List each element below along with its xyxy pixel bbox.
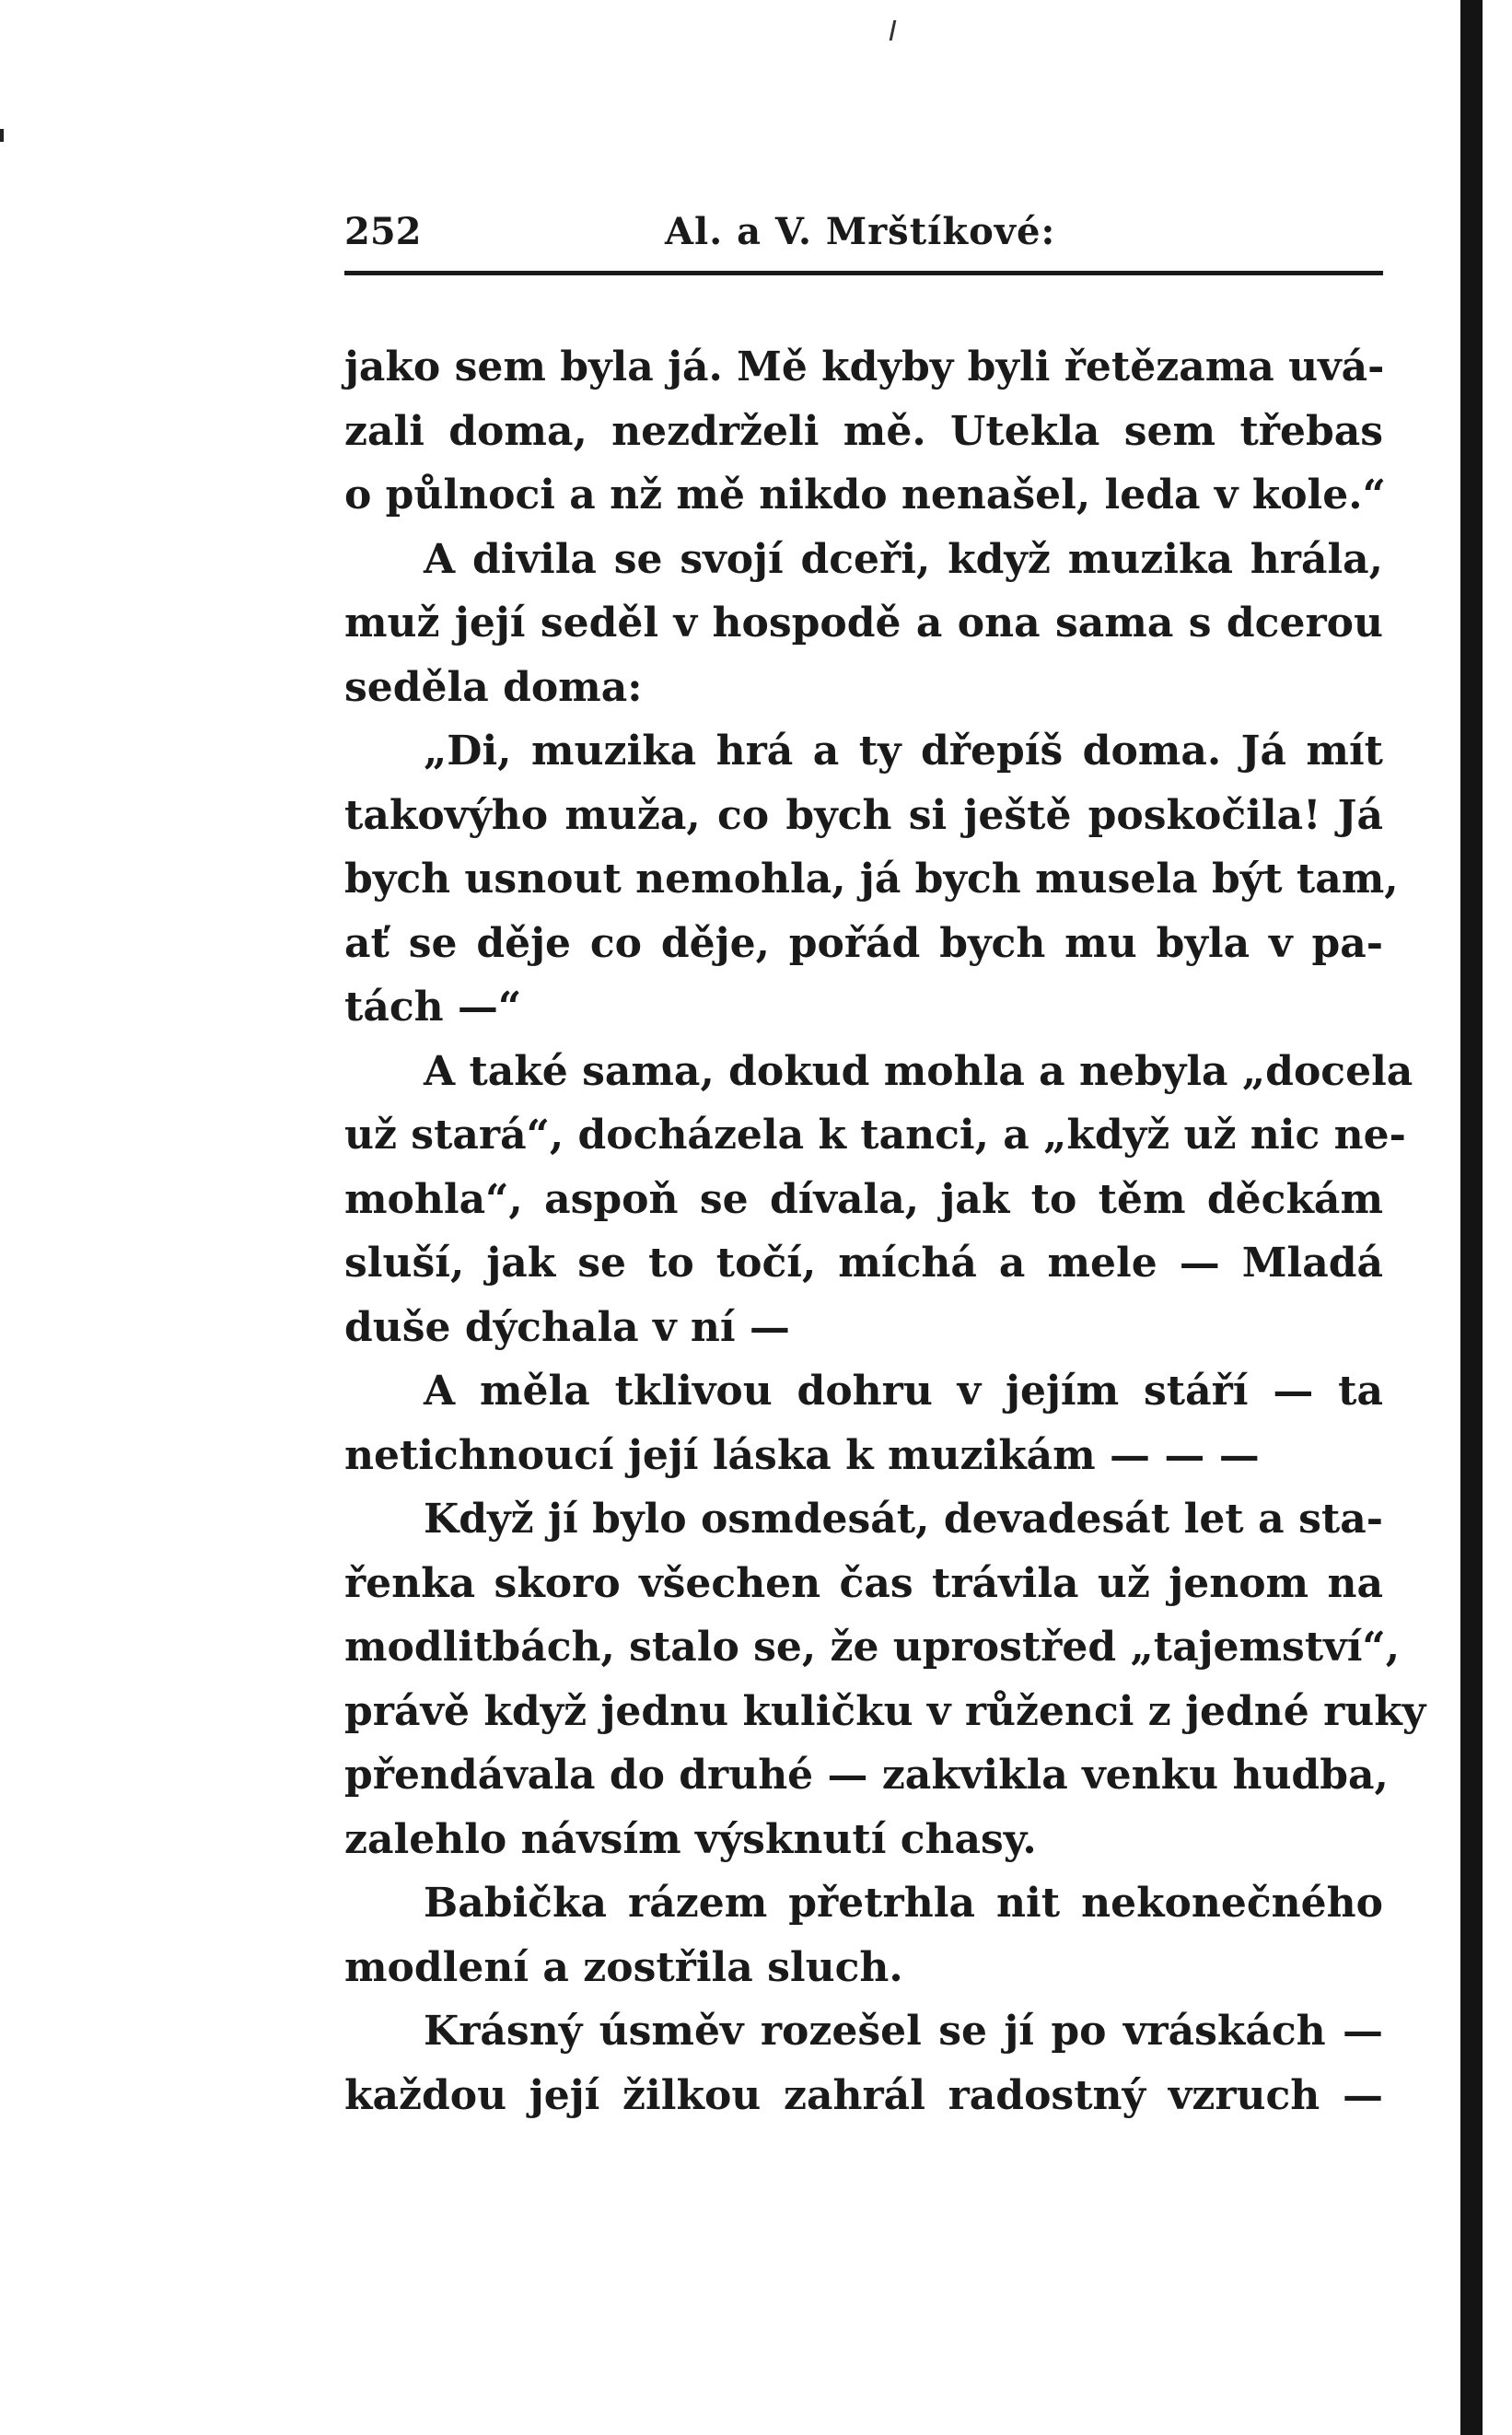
text-line: Když jí bylo osmdesát, devadesát let a sta- [424,1496,1383,1543]
left-edge-mark [0,129,4,142]
text-line: ať se děje co děje, pořád bych mu byla v pa- [344,919,1383,967]
header-rule [344,271,1383,275]
text-line: právě když jednu kuličku v růženci z jedné ruky [344,1687,1426,1735]
text-line: takovýho muža, co bych si ještě poskočila! Já [344,791,1383,839]
text-line: o půlnoci a nž mě nikdo nenašel, leda v kole.“ [344,472,1386,518]
text-line: už stará“, docházela k tanci, a „když už nic ne- [344,1112,1406,1159]
text-line: sluší, jak se to točí, míchá a mele — Mladá [344,1240,1383,1287]
text-line: duše dýchala v ní — [344,1303,790,1351]
text-line: A měla tklivou dohru v jejím stáří — ta [424,1368,1383,1415]
running-title: Al. a V. Mrštíkové: [665,210,1056,253]
text-line: modlitbách, stalo se, že uprostřed „tajemství“, [344,1624,1401,1671]
text-line: „Di, muzika hrá a ty dřepíš doma. Já mít [424,728,1383,775]
text-line: tách —“ [344,984,522,1031]
stray-print-mark [890,20,897,41]
text-line: každou její žilkou zahrál radostný vzruch — [344,2071,1383,2119]
text-line: zalehlo návsím výsknutí chasy. [344,1815,1037,1863]
body-text [344,335,1426,2127]
text-line: zali doma, nezdrželi mě. Utekla sem třebas [344,407,1383,455]
text-line: řenka skoro všechen čas trávila už jenom na [344,1559,1383,1607]
text-line: netichnoucí její láska k muzikám — — — [344,1431,1260,1479]
text-line: A také sama, dokud mohla a nebyla „docela [424,1047,1413,1095]
page-edge-border [1460,0,1483,2435]
text-line: přendávala do druhé — zakvikla venku hudba, [344,1752,1389,1799]
text-line: A divila se svojí dceři, když muzika hrála, [424,535,1383,583]
page-header [344,201,1383,256]
text-line: Krásný úsměv rozešel se jí po vráskách — [424,2008,1383,2055]
text-line: muž její seděl v hospodě a ona sama s dcerou [344,600,1383,647]
text-line: jako sem byla já. Mě kdyby byli řetězama uvá- [344,344,1385,390]
text-line: bych usnout nemohla, já bych musela být tam, [344,856,1399,903]
text-line: seděla doma: [344,663,643,711]
text-line: mohla“, aspoň se dívala, jak to těm děckám [344,1175,1383,1223]
text-line: modlení a zostřila sluch. [344,1943,903,1991]
text-line: Babička rázem přetrhla nit nekonečného [424,1880,1383,1927]
page-number: 252 [344,210,422,253]
